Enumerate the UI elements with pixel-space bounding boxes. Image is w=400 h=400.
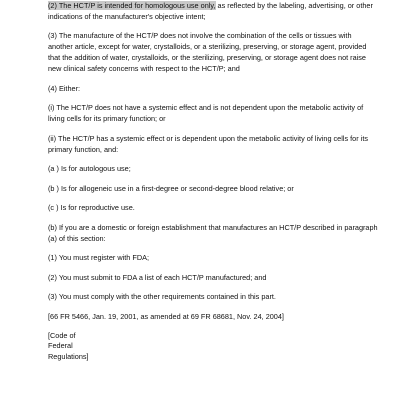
paragraph-comply: (3) You must comply with the other requirements contained in this part. [48, 292, 276, 301]
cfr-label-line: Federal [48, 341, 73, 350]
cfr-label[interactable] [48, 331, 108, 363]
cfr-label-line: Regulations] [48, 351, 89, 361]
paragraph-establishment: (b) If you are a domestic or foreign establishment that manufactures an HCT/P described in paragraph (a) of this section: [48, 222, 378, 243]
cfr-label-line: [Code of [48, 330, 76, 340]
highlighted-text[interactable]: (2) The HCT/P is intended for homologous use only, [48, 1, 216, 10]
paragraph-homologous-use [48, 0, 378, 22]
citation: [66 FR 5466, Jan. 19, 2001, as amended at 69 FR 68681, Nov. 24, 2004] [48, 311, 284, 321]
paragraph-either: (4) Either: [48, 83, 81, 93]
paragraph-manufacture: (3) The manufacture of the HCT/P does not involve the combination of the cells or tissues with another article, except for water, crystalloids, or a sterilizing, preserving, or storage agent, provided that the addition of water, crystalloids, or the sterilizing, preserving, or storage agent does not raise new clinical safety concerns with respect to the HCT/P; and [48, 31, 367, 73]
paragraph-autologous: (a ) Is for autologous use; [48, 164, 131, 173]
paragraph-submit-list: (2) You must submit to FDA a list of each HCT/P manufactured; and [48, 272, 267, 282]
paragraph-register: (1) You must register with FDA; [48, 253, 149, 262]
paragraph-reproductive: (c ) Is for reproductive use. [48, 203, 135, 212]
paragraph-systemic-effect: (ii) The HCT/P has a systemic effect or is dependent upon the metabolic activity of living cells for its primary function, and: [48, 133, 368, 154]
paragraph-allogeneic: (b ) Is for allogeneic use in a first-degree or second-degree blood relative; or [48, 183, 294, 193]
paragraph-text: as reflected by the labeling, advertising, or other indications of the manufacturer's objective intent; [48, 1, 373, 21]
paragraph-no-systemic-effect: (i) The HCT/P does not have a systemic effect and is not dependent upon the metabolic activity of living cells for its primary function; or [48, 103, 364, 123]
document-page [48, 0, 378, 362]
